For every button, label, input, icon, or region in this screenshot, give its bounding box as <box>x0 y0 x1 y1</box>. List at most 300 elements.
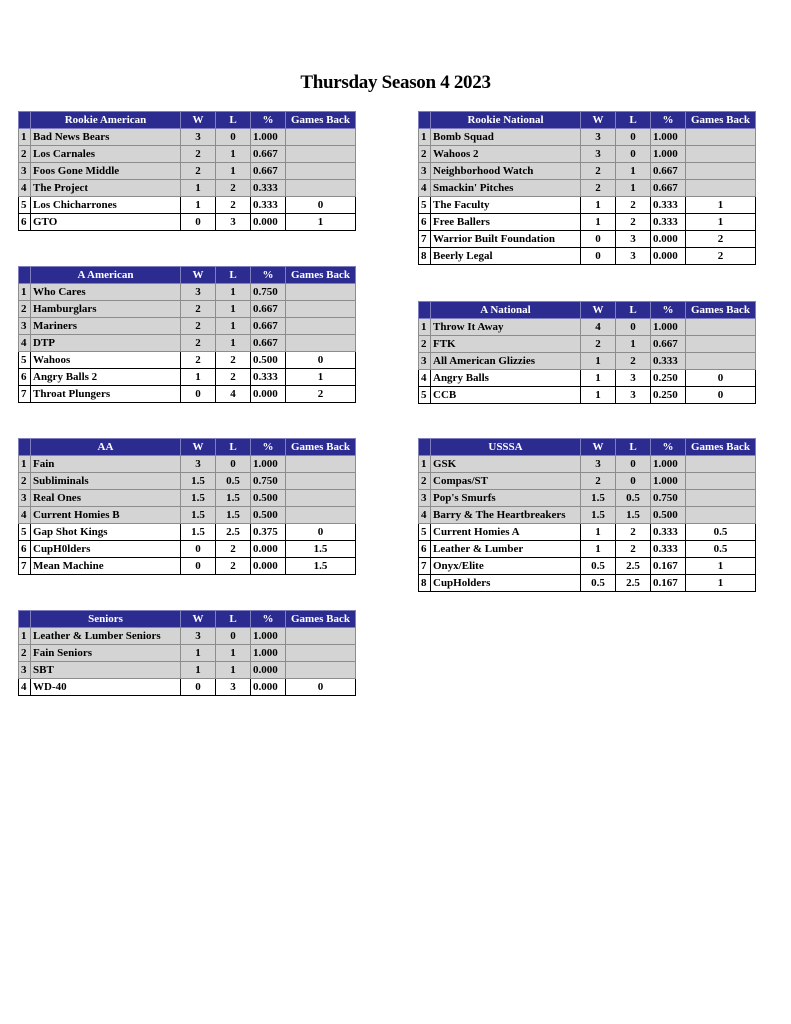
games-back <box>286 662 356 679</box>
team-name: CupHolders <box>431 575 581 592</box>
table-row <box>19 214 356 231</box>
losses: 1 <box>216 662 251 679</box>
games-back <box>686 490 756 507</box>
table-row <box>19 352 356 369</box>
losses: 1.5 <box>216 507 251 524</box>
games-back: 1 <box>686 558 756 575</box>
wins: 1 <box>181 197 216 214</box>
win-pct: 0.333 <box>651 197 686 214</box>
header-pct: % <box>251 267 286 284</box>
table-row <box>19 662 356 679</box>
win-pct: 0.250 <box>651 387 686 404</box>
win-pct: 0.000 <box>251 662 286 679</box>
rank: 7 <box>419 558 431 575</box>
table-row <box>419 490 756 507</box>
rank: 1 <box>419 319 431 336</box>
team-name: Leather & Lumber Seniors <box>31 628 181 645</box>
losses: 2 <box>216 369 251 386</box>
division-name: Rookie American <box>31 112 181 129</box>
win-pct: 0.750 <box>251 473 286 490</box>
wins: 2 <box>181 146 216 163</box>
win-pct: 0.750 <box>251 284 286 301</box>
rank: 6 <box>419 214 431 231</box>
table-row <box>19 490 356 507</box>
wins: 0 <box>181 558 216 575</box>
header-pct: % <box>251 611 286 628</box>
wins: 3 <box>181 628 216 645</box>
header-index <box>419 302 431 319</box>
table-row <box>19 645 356 662</box>
wins: 1.5 <box>181 473 216 490</box>
win-pct: 1.000 <box>651 456 686 473</box>
games-back <box>686 180 756 197</box>
header-row <box>419 302 756 319</box>
losses: 2 <box>216 197 251 214</box>
wins: 1.5 <box>581 507 616 524</box>
table-row <box>19 335 356 352</box>
team-name: Mariners <box>31 318 181 335</box>
losses: 1 <box>216 284 251 301</box>
win-pct: 0.667 <box>251 335 286 352</box>
header-wins: W <box>181 112 216 129</box>
losses: 0 <box>616 473 651 490</box>
table-row <box>19 129 356 146</box>
table-row <box>419 163 756 180</box>
losses: 3 <box>616 248 651 265</box>
win-pct: 0.167 <box>651 575 686 592</box>
team-name: Throat Plungers <box>31 386 181 403</box>
standings-table-rookie-american <box>18 111 356 231</box>
team-name: Los Carnales <box>31 146 181 163</box>
table-row <box>419 507 756 524</box>
header-index <box>419 439 431 456</box>
losses: 0 <box>216 628 251 645</box>
team-name: Bad News Bears <box>31 129 181 146</box>
rank: 2 <box>19 473 31 490</box>
team-name: Leather & Lumber <box>431 541 581 558</box>
games-back <box>286 456 356 473</box>
games-back <box>686 336 756 353</box>
table-row <box>19 318 356 335</box>
games-back <box>686 146 756 163</box>
rank: 7 <box>19 558 31 575</box>
win-pct: 0.333 <box>651 524 686 541</box>
table-row <box>19 541 356 558</box>
team-name: Pop's Smurfs <box>431 490 581 507</box>
rank: 4 <box>419 507 431 524</box>
win-pct: 0.333 <box>251 197 286 214</box>
header-row <box>419 112 756 129</box>
win-pct: 1.000 <box>651 319 686 336</box>
header-games-back: Games Back <box>686 112 756 129</box>
team-name: Hamburglars <box>31 301 181 318</box>
win-pct: 1.000 <box>251 129 286 146</box>
header-losses: L <box>616 112 651 129</box>
division-name: Rookie National <box>431 112 581 129</box>
team-name: The Project <box>31 180 181 197</box>
losses: 3 <box>216 214 251 231</box>
table-row <box>419 129 756 146</box>
losses: 2 <box>216 558 251 575</box>
games-back <box>686 473 756 490</box>
win-pct: 0.000 <box>251 541 286 558</box>
wins: 0 <box>581 248 616 265</box>
team-name: Foos Gone Middle <box>31 163 181 180</box>
games-back: 2 <box>286 386 356 403</box>
games-back: 1.5 <box>286 558 356 575</box>
win-pct: 0.667 <box>251 146 286 163</box>
win-pct: 0.375 <box>251 524 286 541</box>
losses: 1 <box>616 336 651 353</box>
team-name: Free Ballers <box>431 214 581 231</box>
team-name: Gap Shot Kings <box>31 524 181 541</box>
losses: 0.5 <box>616 490 651 507</box>
team-name: Current Homies A <box>431 524 581 541</box>
win-pct: 0.333 <box>651 214 686 231</box>
header-pct: % <box>251 112 286 129</box>
losses: 1 <box>216 163 251 180</box>
team-name: Wahoos <box>31 352 181 369</box>
win-pct: 0.167 <box>651 558 686 575</box>
table-row <box>19 197 356 214</box>
table-row <box>19 301 356 318</box>
rank: 2 <box>419 473 431 490</box>
header-index <box>419 112 431 129</box>
win-pct: 0.667 <box>651 336 686 353</box>
games-back: 1 <box>686 575 756 592</box>
games-back: 2 <box>686 231 756 248</box>
games-back <box>686 456 756 473</box>
table-row <box>419 387 756 404</box>
table-row <box>19 369 356 386</box>
header-wins: W <box>181 611 216 628</box>
losses: 1 <box>216 335 251 352</box>
games-back <box>286 335 356 352</box>
games-back: 2 <box>686 248 756 265</box>
wins: 2 <box>181 318 216 335</box>
games-back: 0 <box>286 679 356 696</box>
wins: 0 <box>181 214 216 231</box>
games-back: 0 <box>686 370 756 387</box>
losses: 0 <box>616 456 651 473</box>
rank: 1 <box>419 456 431 473</box>
games-back <box>686 163 756 180</box>
games-back: 0.5 <box>686 541 756 558</box>
team-name: GTO <box>31 214 181 231</box>
table-row <box>19 507 356 524</box>
win-pct: 0.667 <box>651 180 686 197</box>
header-index <box>19 112 31 129</box>
wins: 2 <box>581 473 616 490</box>
wins: 0.5 <box>581 575 616 592</box>
games-back <box>686 129 756 146</box>
header-row <box>419 439 756 456</box>
header-games-back: Games Back <box>286 112 356 129</box>
rank: 2 <box>19 146 31 163</box>
rank: 4 <box>19 180 31 197</box>
team-name: Smackin' Pitches <box>431 180 581 197</box>
table-row <box>19 284 356 301</box>
losses: 2 <box>616 353 651 370</box>
wins: 1.5 <box>181 490 216 507</box>
losses: 2 <box>616 541 651 558</box>
table-row <box>19 180 356 197</box>
header-games-back: Games Back <box>286 611 356 628</box>
losses: 0 <box>216 456 251 473</box>
wins: 2 <box>181 335 216 352</box>
header-row <box>19 611 356 628</box>
header-wins: W <box>581 439 616 456</box>
header-wins: W <box>581 112 616 129</box>
losses: 2 <box>216 352 251 369</box>
team-name: Fain Seniors <box>31 645 181 662</box>
table-row <box>419 575 756 592</box>
games-back: 0 <box>286 352 356 369</box>
wins: 0 <box>181 541 216 558</box>
team-name: Neighborhood Watch <box>431 163 581 180</box>
games-back <box>686 507 756 524</box>
header-wins: W <box>181 267 216 284</box>
losses: 1 <box>216 146 251 163</box>
rank: 6 <box>19 214 31 231</box>
standings-table-seniors <box>18 610 356 696</box>
team-name: Bomb Squad <box>431 129 581 146</box>
rank: 3 <box>19 163 31 180</box>
wins: 1 <box>581 214 616 231</box>
team-name: Angry Balls 2 <box>31 369 181 386</box>
wins: 1.5 <box>181 524 216 541</box>
table-row <box>19 146 356 163</box>
rank: 1 <box>19 628 31 645</box>
header-losses: L <box>216 439 251 456</box>
team-name: Angry Balls <box>431 370 581 387</box>
header-index <box>19 611 31 628</box>
table-row <box>419 541 756 558</box>
rank: 2 <box>419 146 431 163</box>
win-pct: 0.500 <box>251 490 286 507</box>
losses: 4 <box>216 386 251 403</box>
losses: 2 <box>216 180 251 197</box>
table-row <box>19 163 356 180</box>
rank: 5 <box>419 387 431 404</box>
division-name: A National <box>431 302 581 319</box>
win-pct: 1.000 <box>651 146 686 163</box>
rank: 4 <box>19 335 31 352</box>
team-name: Throw It Away <box>431 319 581 336</box>
losses: 3 <box>616 231 651 248</box>
standings-table-a-american <box>18 266 356 403</box>
games-back <box>286 318 356 335</box>
wins: 1 <box>581 197 616 214</box>
table-row <box>19 386 356 403</box>
header-losses: L <box>616 439 651 456</box>
games-back <box>686 319 756 336</box>
rank: 6 <box>19 541 31 558</box>
wins: 3 <box>181 456 216 473</box>
games-back <box>286 284 356 301</box>
losses: 1.5 <box>216 490 251 507</box>
table-row <box>419 146 756 163</box>
header-pct: % <box>251 439 286 456</box>
games-back: 0 <box>286 524 356 541</box>
rank: 3 <box>19 490 31 507</box>
team-name: Fain <box>31 456 181 473</box>
rank: 3 <box>419 490 431 507</box>
games-back <box>686 353 756 370</box>
table-row <box>419 231 756 248</box>
header-games-back: Games Back <box>286 267 356 284</box>
win-pct: 1.000 <box>251 456 286 473</box>
table-row <box>419 473 756 490</box>
wins: 1 <box>581 387 616 404</box>
losses: 0 <box>616 146 651 163</box>
header-pct: % <box>651 439 686 456</box>
rank: 3 <box>19 662 31 679</box>
wins: 1 <box>181 180 216 197</box>
team-name: Current Homies B <box>31 507 181 524</box>
team-name: Subliminals <box>31 473 181 490</box>
losses: 3 <box>616 370 651 387</box>
rank: 4 <box>419 370 431 387</box>
table-row <box>419 353 756 370</box>
header-wins: W <box>181 439 216 456</box>
header-row <box>19 439 356 456</box>
games-back: 1 <box>686 197 756 214</box>
games-back <box>286 180 356 197</box>
games-back <box>286 507 356 524</box>
wins: 1 <box>581 353 616 370</box>
win-pct: 0.333 <box>251 180 286 197</box>
table-row <box>419 180 756 197</box>
rank: 3 <box>19 318 31 335</box>
win-pct: 0.000 <box>651 248 686 265</box>
team-name: Who Cares <box>31 284 181 301</box>
wins: 0.5 <box>581 558 616 575</box>
header-row <box>19 112 356 129</box>
rank: 2 <box>19 301 31 318</box>
games-back: 1.5 <box>286 541 356 558</box>
team-name: Real Ones <box>31 490 181 507</box>
win-pct: 0.750 <box>651 490 686 507</box>
rank: 3 <box>419 353 431 370</box>
division-name: USSSA <box>431 439 581 456</box>
win-pct: 0.667 <box>251 318 286 335</box>
wins: 2 <box>581 163 616 180</box>
losses: 1 <box>216 301 251 318</box>
win-pct: 1.000 <box>251 628 286 645</box>
losses: 2.5 <box>616 575 651 592</box>
team-name: FTK <box>431 336 581 353</box>
games-back <box>286 163 356 180</box>
rank: 2 <box>19 645 31 662</box>
team-name: Wahoos 2 <box>431 146 581 163</box>
games-back: 1 <box>686 214 756 231</box>
games-back <box>286 628 356 645</box>
win-pct: 1.000 <box>251 645 286 662</box>
rank: 7 <box>419 231 431 248</box>
losses: 1 <box>616 163 651 180</box>
losses: 2 <box>616 214 651 231</box>
games-back: 1 <box>286 214 356 231</box>
table-row <box>19 628 356 645</box>
header-index <box>19 267 31 284</box>
rank: 6 <box>19 369 31 386</box>
rank: 5 <box>19 352 31 369</box>
wins: 1.5 <box>581 490 616 507</box>
win-pct: 0.667 <box>251 163 286 180</box>
win-pct: 0.500 <box>251 507 286 524</box>
win-pct: 0.667 <box>251 301 286 318</box>
win-pct: 1.000 <box>651 473 686 490</box>
losses: 0 <box>616 319 651 336</box>
header-row <box>19 267 356 284</box>
team-name: GSK <box>431 456 581 473</box>
wins: 2 <box>581 336 616 353</box>
header-pct: % <box>651 112 686 129</box>
rank: 2 <box>419 336 431 353</box>
wins: 1.5 <box>181 507 216 524</box>
team-name: All American Glizzies <box>431 353 581 370</box>
win-pct: 0.333 <box>651 541 686 558</box>
header-games-back: Games Back <box>686 302 756 319</box>
team-name: Beerly Legal <box>431 248 581 265</box>
header-losses: L <box>216 611 251 628</box>
losses: 1 <box>216 645 251 662</box>
standings-table-usssa <box>418 438 756 592</box>
header-losses: L <box>616 302 651 319</box>
team-name: Barry & The Heartbreakers <box>431 507 581 524</box>
table-row <box>19 558 356 575</box>
table-row <box>19 524 356 541</box>
team-name: Onyx/Elite <box>431 558 581 575</box>
win-pct: 0.500 <box>651 507 686 524</box>
wins: 1 <box>181 369 216 386</box>
losses: 1.5 <box>616 507 651 524</box>
win-pct: 0.333 <box>651 353 686 370</box>
losses: 2 <box>616 197 651 214</box>
header-index <box>19 439 31 456</box>
table-row <box>419 214 756 231</box>
losses: 3 <box>616 387 651 404</box>
table-row <box>419 319 756 336</box>
losses: 2 <box>216 541 251 558</box>
games-back <box>286 146 356 163</box>
team-name: Mean Machine <box>31 558 181 575</box>
team-name: SBT <box>31 662 181 679</box>
table-row <box>419 248 756 265</box>
games-back: 0 <box>286 197 356 214</box>
rank: 3 <box>419 163 431 180</box>
games-back: 0.5 <box>686 524 756 541</box>
games-back: 0 <box>686 387 756 404</box>
rank: 5 <box>19 197 31 214</box>
team-name: CCB <box>431 387 581 404</box>
rank: 8 <box>419 575 431 592</box>
division-name: Seniors <box>31 611 181 628</box>
table-row <box>19 456 356 473</box>
losses: 0 <box>616 129 651 146</box>
win-pct: 0.333 <box>251 369 286 386</box>
wins: 0 <box>181 679 216 696</box>
wins: 2 <box>181 301 216 318</box>
losses: 2.5 <box>616 558 651 575</box>
table-row <box>419 524 756 541</box>
page-title: Thursday Season 4 2023 <box>300 72 491 93</box>
wins: 3 <box>181 129 216 146</box>
win-pct: 0.000 <box>251 558 286 575</box>
win-pct: 1.000 <box>651 129 686 146</box>
win-pct: 0.000 <box>251 679 286 696</box>
